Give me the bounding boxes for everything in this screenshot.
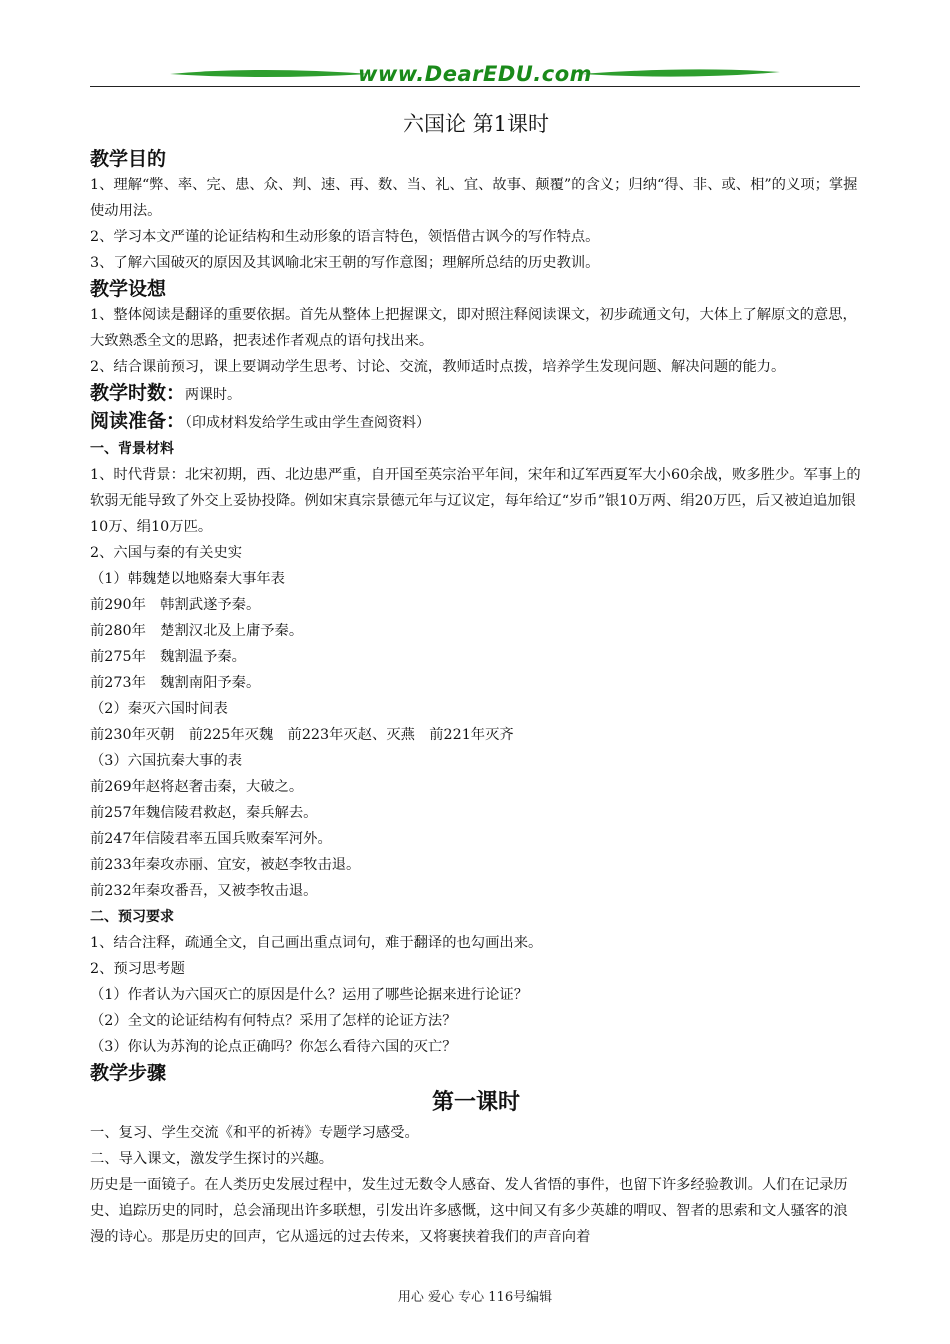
page-header	[90, 60, 860, 90]
reading-heading: 阅读准备：	[90, 410, 186, 432]
reading-note: （印成材料发给学生或由学生查阅资料）	[185, 415, 431, 431]
table3-row: 前247年信陵君率五国兵败秦军河外。	[90, 831, 332, 847]
steps-heading: 教学步骤	[90, 1062, 167, 1084]
table3-row: 前269年赵将赵奢击秦，大破之。	[90, 779, 304, 795]
design-item: 2、结合课前预习，课上要调动学生思考、讨论、交流，教师适时点拨，培养学生发现问题、解决问题的能力。	[90, 359, 786, 375]
goals-heading: 教学目的	[90, 148, 167, 170]
table1-row: 前273年 魏割南阳予秦。	[90, 675, 261, 691]
lesson-title: 第一课时	[431, 1090, 520, 1115]
table1-row: 前290年 韩割武遂予秦。	[90, 597, 261, 613]
document-body	[90, 108, 862, 1250]
hours-line	[90, 380, 862, 408]
hours-heading: 教学时数：	[90, 382, 186, 404]
goal-item: 2、学习本文严谨的论证结构和生动形象的语言特色，领悟借古讽今的写作特点。	[90, 229, 600, 245]
table1-row: 前280年 楚割汉北及上庸予秦。	[90, 623, 304, 639]
preview-item: （3）你认为苏洵的论点正确吗？你怎么看待六国的灭亡？	[90, 1039, 457, 1055]
step-paragraph: 历史是一面镜子。在人类历史发展过程中，发生过无数令人感奋、发人省悟的事件，也留下许多经验教训。人们在记录历史、追踪历史的同时，总会涌现出许多联想，引发出许多感慨，这中间又有多少英雄的喟叹、智者的思索和文人骚客的浪漫的诗心。那是历史的回声，它从遥远的过去传来，又将裹挟着我们的声音向着	[90, 1177, 848, 1245]
facts-heading: 2、六国与秦的有关史实	[90, 545, 243, 561]
table1-row: 前275年 魏割温予秦。	[90, 649, 246, 665]
preview-item: 2、预习思考题	[90, 961, 185, 977]
page-footer: 用心 爱心 专心 116号编辑	[397, 1290, 553, 1305]
table3-row: 前233年秦攻赤丽、宜安，被赵李牧击退。	[90, 857, 361, 873]
table3-row: 前232年秦攻番吾，又被李牧击退。	[90, 883, 318, 899]
hours-value: 两课时。	[185, 387, 242, 403]
preview-heading: 二、预习要求	[90, 909, 174, 925]
table3-row: 前257年魏信陵君救赵，秦兵解去。	[90, 805, 318, 821]
reading-line	[90, 408, 862, 436]
step-item: 二、导入课文，激发学生探讨的兴趣。	[90, 1151, 334, 1167]
table3-heading: （3）六国抗秦大事的表	[90, 753, 243, 769]
page-title: 六国论 第1课时	[402, 112, 550, 136]
preview-item: 1、结合注释，疏通全文，自己画出重点词句，难于翻译的也勾画出来。	[90, 935, 543, 951]
preview-item: （2）全文的论证结构有何特点？采用了怎样的论证方法？	[90, 1013, 457, 1029]
table2-heading: （2）秦灭六国时间表	[90, 701, 228, 717]
table2-row: 前230年灭朝 前225年灭魏 前223年灭赵、灭燕 前221年灭齐	[90, 727, 514, 743]
table1-heading: （1）韩魏楚以地赂秦大事年表	[90, 571, 285, 587]
background-heading: 一、背景材料	[90, 441, 174, 457]
design-item: 1、整体阅读是翻译的重要依据。首先从整体上把握课文，即对照注释阅读课文，初步疏通文句，大体上了解原文的意思，大致熟悉全文的思路，把表述作者观点的语句找出来。	[90, 307, 857, 349]
design-heading: 教学设想	[90, 278, 167, 300]
preview-item: （1）作者认为六国灭亡的原因是什么？运用了哪些论据来进行论证？	[90, 987, 528, 1003]
site-logo[interactable]: www.DearEDU.com	[357, 62, 593, 86]
header-rule	[90, 86, 860, 87]
goal-item: 1、理解“弊、率、完、患、众、判、速、再、数、当、礼、宜、故事、颠覆”的含义；归纳“得、非、或、相”的义项；掌握使动用法。	[90, 177, 858, 219]
era-background: 1、时代背景：北宋初期，西、北边患严重，自开国至英宗治平年间，宋年和辽军西夏军大小60余战，败多胜少。军事上的软弱无能导致了外交上妥协投降。例如宋真宗景德元年与辽议定，每年给辽“岁币”银10万两、绢20万匹，后又被迫追加银10万、绢10万匹。	[90, 467, 861, 535]
goal-item: 3、了解六国破灭的原因及其讽喻北宋王朝的写作意图；理解所总结的历史教训。	[90, 255, 600, 271]
step-item: 一、复习、学生交流《和平的祈祷》专题学习感受。	[90, 1125, 419, 1141]
